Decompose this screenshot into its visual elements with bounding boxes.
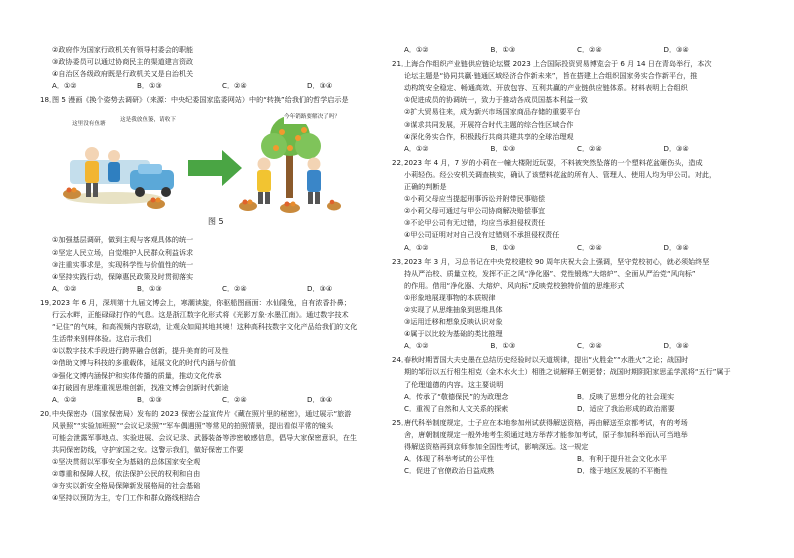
cartoon-figure-5 — [52, 108, 392, 232]
question-number: 25． — [392, 417, 409, 427]
answer-options — [404, 340, 750, 352]
option-d: D．③④ — [663, 45, 689, 54]
option-d: D．③④ — [663, 341, 689, 351]
option-c: C．②④ — [222, 283, 247, 293]
option-b: B．①③ — [137, 394, 162, 404]
question-text: 论坛主题是“协同共赢·链通区域经济合作新未来”，旨在搭建上合组织国家务实合作新平台，推 — [404, 71, 698, 81]
option-b: B．①③ — [490, 341, 516, 351]
statement-line: ②尊重和保障人权，依法保护公民的权利和自由 — [52, 469, 201, 479]
statement-line: ④打破固有思维重视思维创新，找准文博会创新时代新途 — [52, 382, 229, 392]
statement-line: ④自治区各级政府既是行政机关又是自治机关 — [52, 69, 194, 79]
statement-line: ④坚持实践行动，保障惠民政策及时贯彻落实 — [52, 271, 194, 281]
option-a: A．①② — [404, 242, 429, 252]
option-d: D．③④ — [307, 81, 333, 91]
option-d: D．适应了我治形成的政治需要 — [577, 403, 675, 413]
option-a: A．①② — [404, 143, 429, 153]
question-21-stem — [392, 58, 750, 70]
statement-line: ③运用迁移和想象反映认识对象 — [404, 317, 503, 327]
answer-options — [404, 44, 750, 56]
question-text: 2023 年 3 月，习总书记在中央党校建校 90 周年庆祝大会上强调，坚守党校初心，就必须始终坚 — [404, 256, 710, 266]
answer-options — [52, 283, 392, 295]
question-text: 2023 年 4 月，7 岁的小莉在一幢大楼附近玩耍，不料被突然坠落的一个塑料花盆砸伤头，造成 — [404, 157, 703, 167]
statement-line: ①小莉父母应当提起刑事诉讼并附带民事赔偿 — [404, 194, 546, 204]
question-text: 正确的判断是 — [404, 182, 447, 192]
statement-line: ②借助文博与科技的多重载体，延展文化的时代内涵与价值 — [52, 358, 236, 368]
option-a: A．①② — [52, 283, 77, 293]
statement-line: ③谋求共同发展，开展符合时代主题的综合性区域合作 — [404, 119, 574, 129]
option-d: D．③④ — [307, 394, 333, 404]
question-20-stem — [40, 408, 392, 420]
answer-options — [404, 391, 750, 403]
question-number: 24． — [392, 355, 409, 365]
answer-options — [404, 453, 750, 465]
statement-line: ④属于以比较为基础的类比推理 — [404, 329, 503, 339]
left-column — [40, 44, 392, 505]
option-a: A．传承了“敬德保民”的为政理念 — [404, 391, 509, 401]
speech-bubble: 这里没有鱼塘 — [72, 118, 106, 130]
option-a: A．①② — [404, 45, 429, 54]
speech-bubble: 今年销路要解决了吗？ — [284, 111, 340, 123]
statement-line: ③注重实事求是，实现科学性与价值性的统一 — [52, 259, 194, 269]
option-c: C．②④ — [222, 394, 247, 404]
question-number: 19． — [40, 297, 57, 307]
question-text: 期的邹衍以五行相生相克（金木水火土）相胜之说解释王朝更替；战国时期阴阳家思孟学派将“五行”属于 — [404, 367, 731, 377]
option-c: C．②④ — [577, 341, 602, 351]
answer-options — [404, 465, 750, 477]
option-a: A．①② — [404, 341, 429, 351]
question-19-stem — [40, 297, 392, 309]
question-text: 风景照”“实验加班照”“会议记录照”“军车偶遇照”等常见的拍照情景，提出看似平常的镜头 — [52, 420, 334, 430]
figure-caption: 图 5 — [208, 217, 224, 227]
question-text: 唐代科举制度规定，士子应在本地参加州试获得解送资格，再由解送至京都考试，有的考场 — [404, 417, 688, 427]
question-text: 中央保密办（国家保密局）发布的 2023 保密公益宣传片《藏在照片里的秘密》，通过展示“旅游 — [52, 408, 352, 418]
option-d: D．缘于地区发展的不平衡性 — [577, 466, 668, 476]
question-text: 生活带来别样体验。这启示我们 — [52, 334, 152, 344]
statement-line: ③夯实以新安全格局保障新发展格局的社会基础 — [52, 481, 201, 491]
question-number: 22． — [392, 157, 409, 167]
statement-line: ②实现了从思维抽象到思维具体 — [404, 304, 503, 314]
option-a: A．①② — [52, 394, 77, 404]
option-a: A．体现了科举考试的公平性 — [404, 454, 494, 464]
answer-options — [52, 394, 392, 406]
question-text: 小莉轻伤。经公安机关调查核实，确认了该塑料花盆的所有人、管理人、使用人均为甲公司。对此， — [404, 169, 717, 179]
statement-line: ④深化务实合作，积极践行共商共建共享的全球治理观 — [404, 131, 574, 141]
question-text: 得解送资格再到京师参加全国性考试，影响深远。这一规定 — [404, 442, 589, 451]
statement-line: ①加强基层调研，做到主观与客观具体的统一 — [52, 235, 194, 245]
statement-line: ③不论甲公司有无过错，均应当承担侵权责任 — [404, 218, 546, 228]
statement-line: ③政协委员可以通过协商民主的渠道建言资政 — [52, 57, 194, 67]
option-c: C．重视了自然和人文关系的探索 — [404, 403, 509, 413]
statement-line: ①以数字技术手段进行跨界融合创新，提升美育的可及性 — [52, 346, 229, 356]
question-text: 行云水畔，正能碌碌打作的气息。这是浙江数字化形式将《光影万象·水墨江南》。通过数字技术 — [52, 310, 349, 320]
option-b: B．有利于提升社会文化水平 — [577, 454, 667, 464]
answer-options — [52, 80, 392, 92]
statement-line: ①坚决贯彻以军事安全为基础的总体国家安全观 — [52, 457, 201, 467]
question-text: 图 5 漫画《换个姿势去调研》（来源：中央纪委国家监委网站）中的“转换”给我们的哲学启示是 — [52, 95, 349, 105]
question-25-stem — [392, 417, 750, 429]
question-number: 20． — [40, 408, 57, 418]
question-text: 可能会泄露军事地点、实验进展、会议记录、武器装备等涉密敏感信息，倡导大家保密意识，在生 — [52, 432, 358, 442]
statement-line: ②扩大贸易往来，成为新兴市场国家商品存储的重要平台 — [404, 107, 581, 117]
option-c: C．②④ — [577, 242, 602, 252]
option-d: D．③④ — [307, 283, 333, 293]
answer-options — [404, 143, 750, 155]
option-b: B．①③ — [490, 143, 516, 153]
option-d: D．③④ — [663, 143, 689, 153]
speech-bubble: 这是我放鱼篓，请收下 — [120, 114, 176, 126]
question-23-stem — [392, 256, 750, 268]
question-text: 共同保密防线，守护家国之安。这警示我们，做好保密工作要 — [52, 445, 244, 455]
answer-options — [404, 403, 750, 415]
option-c: C．②④ — [577, 45, 602, 54]
statement-line: ②小莉父母可通过与甲公司协商解决赔偿事宜 — [404, 206, 546, 216]
option-b: B．反映了思想分化的社会现实 — [577, 391, 675, 401]
statement-line: ③强化文博内涵保护和实体传播的质量，推动文化传承 — [52, 370, 222, 380]
question-text: 春秋时期晋国大夫史墨在总结历史经验时以天道规律，提出“火胜金”“水胜火”之论；战国时 — [404, 355, 689, 365]
option-d: D．③④ — [663, 242, 689, 252]
question-text: 上海合作组织产业链供应链论坛暨 2023 上合国际投资贸易博览会于 6 月 14 日在青岛举行，本次 — [404, 59, 712, 69]
question-24-stem — [392, 354, 750, 366]
question-text: 2023 年 6 月，深圳第十九届文博会上，寒潮读旋，你驱船图画面：水仙隆兔，自有浓香扑鼻； — [52, 297, 351, 307]
answer-options — [404, 242, 750, 254]
option-b: B．①③ — [137, 81, 162, 91]
question-number: 18． — [40, 95, 57, 105]
question-text: 舍，唐朝制度规定一般外地考生须通过地方举荐才能参加考试，原子参加科举而认可当地举 — [404, 429, 688, 439]
question-text: 的作用。借用“净化器、大熔炉、风向标”反映党校独特价值的思维形式 — [404, 280, 625, 290]
statement-line: ④坚持以预防为主，专门工作和群众路线相结合 — [52, 493, 201, 503]
option-b: B．①③ — [490, 45, 516, 54]
option-a: A．①② — [52, 81, 77, 91]
question-text: 持从严治校、质量立校，发挥不正之风“净化器”、党性锻炼“大熔炉”、全面从严治党“风向标” — [404, 268, 696, 278]
option-b: B．①③ — [490, 242, 516, 252]
statement-line: ④甲公司证明对对自己没有过错则不承担侵权责任 — [404, 230, 560, 240]
statement-line: ①促进成员的协调统一，致力于推动各成员国基本利益一致 — [404, 95, 588, 105]
right-column — [392, 44, 750, 477]
question-text: “记住”的气味，和高视频内容联动，让观众如闻其地其境！这种高科技数字文化产品给我们的文化 — [52, 322, 358, 332]
question-text: 动构筑安全稳定、畅通高效、开放包容、互利共赢的产业链供应链体系。材料表明上合组织 — [404, 83, 688, 93]
statement-line: ①形象地展现事物的本质规律 — [404, 292, 496, 302]
statement-line: ②坚定人民立场，自觉维护人民群众利益诉求 — [52, 247, 194, 257]
question-18-stem — [40, 94, 392, 106]
option-b: B．①③ — [137, 283, 162, 293]
statement-line: ②政府作为国家行政机关有领导村委会的职能 — [52, 45, 194, 54]
option-c: C．②④ — [222, 81, 247, 91]
option-c: C．②④ — [577, 143, 602, 153]
option-c: C．促进了官僚政治日益成熟 — [404, 466, 495, 476]
question-text: 了伦理道德的内容。这主要说明 — [404, 379, 504, 389]
question-number: 23． — [392, 256, 409, 266]
question-number: 21． — [392, 59, 409, 69]
question-22-stem — [392, 157, 750, 169]
